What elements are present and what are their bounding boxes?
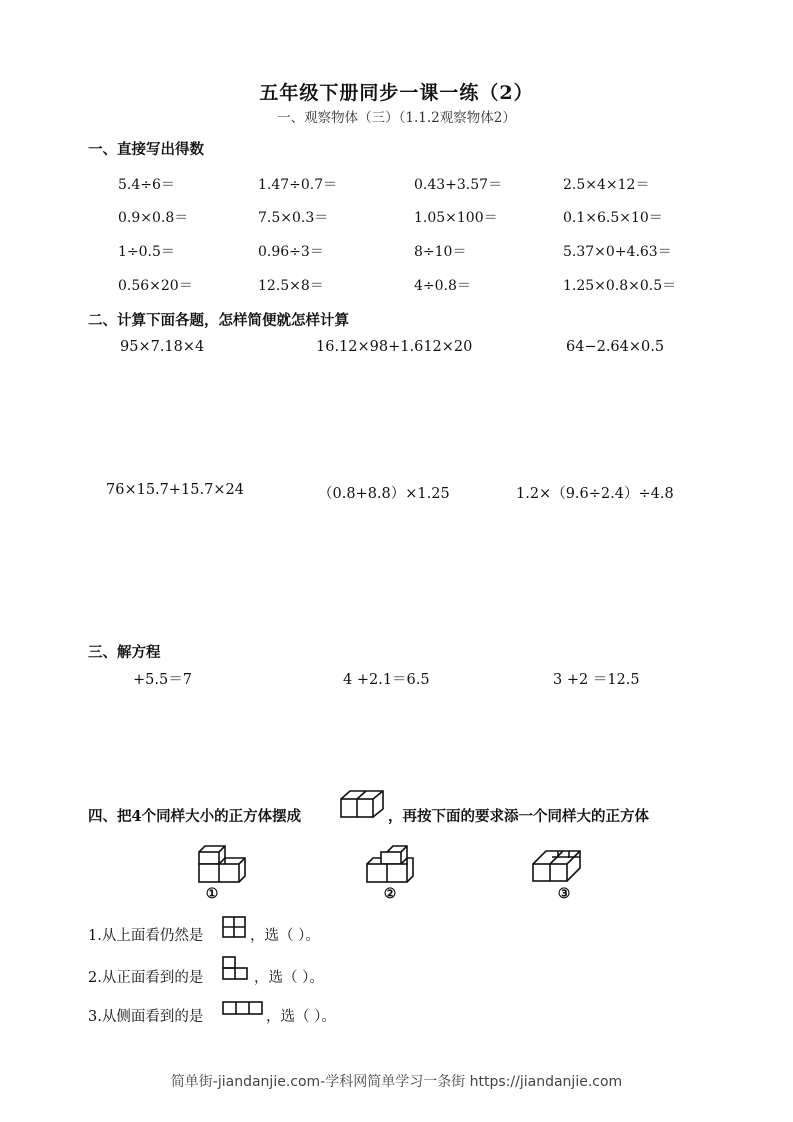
cube-figure-3 [532,850,582,884]
page-title: 五年级下册同步一课一练（2） [259,82,534,104]
figure-label-2: ② [383,886,397,902]
figure-label-3: ③ [557,886,571,902]
oral-calc-item: 0.1×6.5×10＝ [563,210,663,226]
equation: 4 +2.1＝6.5 [343,672,430,688]
page-subtitle: 一、观察物体（三）（1.1.2观察物体2） [277,110,516,126]
question-3-text: 3.从侧面看到的是 [88,1009,204,1025]
cube-figure-2 [366,844,414,884]
question-1-text: 1.从上面看仍然是 [88,928,204,944]
oral-calc-item: 8÷10＝ [414,244,467,260]
oral-calc-item: 2.5×4×12＝ [563,177,650,193]
oral-calc-item: 1.47÷0.7＝ [258,177,338,193]
oral-calc-item: 1.25×0.8×0.5＝ [563,278,677,294]
oral-calc-item: 7.5×0.3＝ [258,210,329,226]
equation: 3 +2 ＝12.5 [553,672,640,688]
equation: +5.5＝7 [133,672,192,688]
calc-problem: 64−2.64×0.5 [566,339,665,355]
oral-calc-item: 0.43+3.57＝ [414,177,503,193]
oral-calc-item: 0.56×20＝ [118,278,193,294]
figure-label-1: ① [205,886,219,902]
side-view-three-squares-icon [222,1000,264,1016]
oral-calc-item: 4÷0.8＝ [414,278,471,294]
oral-calc-item: 5.4÷6＝ [118,177,175,193]
calc-problem: 1.2×（9.6÷2.4）÷4.8 [516,486,674,502]
oral-calc-item: 12.5×8＝ [258,278,324,294]
section-3-heading: 三、解方程 [88,644,161,661]
calc-problem: （0.8+8.8）×1.25 [318,486,450,502]
section-1-heading: 一、直接写出得数 [88,141,204,158]
oral-calc-item: 0.9×0.8＝ [118,210,189,226]
footer-watermark-text: 简单街-jiandanjie.com-学科网简单学习一条街 https://jiandanjie.com [170,1074,623,1090]
oral-calc-item: 5.37×0+4.63＝ [563,244,672,260]
calc-problem: 16.12×98+1.612×20 [316,339,473,355]
section-2-heading: 二、计算下面各题，怎样简便就怎样计算 [88,312,349,329]
front-view-l-shape-icon [222,955,252,981]
oral-calc-item: 1.05×100＝ [414,210,498,226]
section-4-heading-part2: ，再按下面的要求添一个同样大的正方体 [388,808,649,825]
cube-figure-1 [198,844,246,884]
calc-problem: 95×7.18×4 [120,339,205,355]
oral-calc-item: 0.96÷3＝ [258,244,324,260]
question-2-text: 2.从正面看到的是 [88,970,204,986]
question-3-blank[interactable]: ，选（ ）。 [266,1009,336,1025]
question-2-blank[interactable]: ，选（ ）。 [254,970,324,986]
top-view-square-grid-icon [222,915,248,939]
calc-problem: 76×15.7+15.7×24 [106,482,244,498]
question-1-blank[interactable]: ，选（ ）。 [250,928,320,944]
section-4-heading-part1: 四、把4个同样大小的正方体摆成 [88,808,302,825]
oral-calc-item: 1÷0.5＝ [118,244,175,260]
four-cube-row-figure [340,790,386,820]
